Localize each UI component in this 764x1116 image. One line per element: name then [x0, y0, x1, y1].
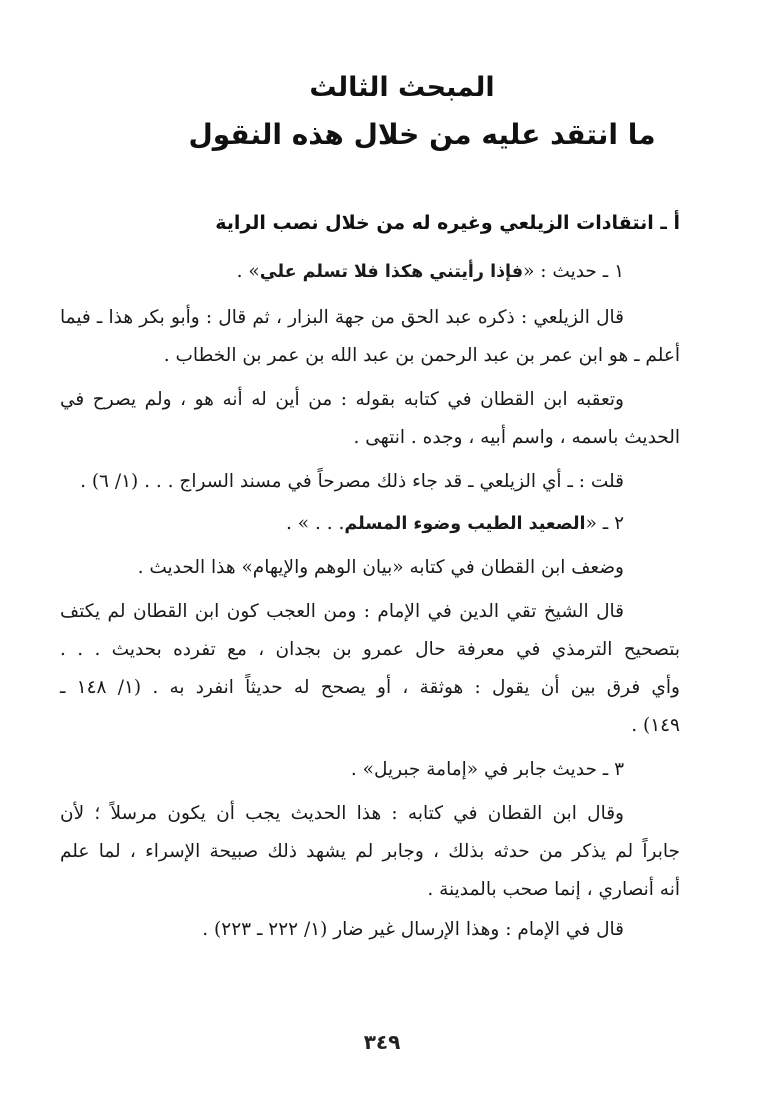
- paragraph-7-line-1: قال في الإمام : وهذا الإرسال غير ضار (١/ ٢٢٢ ـ ٢٢٣) .: [202, 919, 624, 940]
- paragraph-6-line-3: أنه أنصاري ، إنما صحب بالمدينة .: [427, 879, 680, 900]
- hadith-2-end: . . . » .: [285, 513, 345, 534]
- paragraph-2-line-1: وتعقبه ابن القطان في كتابه بقوله : من أين له أنه هو ، ولم يصرح في: [60, 389, 624, 410]
- paragraph-3-line-1: قلت : ـ أي الزيلعي ـ قد جاء ذلك مصرحاً في مسند السراج . . . (١/ ٦) .: [80, 471, 624, 492]
- hadith-1-title: فإذا رأيتني هكذا فلا تسلم علي: [259, 262, 524, 282]
- paragraph-4-line-1: وضعف ابن القطان في كتابه «بيان الوهم والإيهام» هذا الحديث .: [137, 557, 624, 578]
- hadith-2-line: [60, 508, 624, 540]
- chapter-title: المبحث الثالث: [309, 72, 495, 103]
- page-number: ٣٤٩: [363, 1030, 401, 1054]
- section-heading: أ ـ انتقادات الزيلعي وغيره له من خلال نصب الراية: [215, 212, 680, 234]
- hadith-2-title: الصعيد الطيب وضوء المسلم: [344, 514, 586, 534]
- paragraph-5-line-4: ١٤٩) .: [631, 715, 680, 736]
- paragraph-5-line-1: قال الشيخ تقي الدين في الإمام : ومن العجب كون ابن القطان لم يكتف: [60, 601, 624, 622]
- paragraph-2-line-2: الحديث باسمه ، واسم أبيه ، وجده . انتهى .: [353, 427, 680, 448]
- paragraph-6-line-1: وقال ابن القطان في كتابه : هذا الحديث يجب أن يكون مرسلاً ؛ لأن: [60, 803, 624, 824]
- hadith-1-label: ١ ـ حديث : «: [523, 261, 624, 282]
- paragraph-5-line-2: بتصحيح الترمذي في معرفة حال عمرو بن بجدان ، مع تفرده بحديث . . .: [60, 639, 680, 660]
- hadith-1-end: » .: [236, 261, 260, 282]
- paragraph-1-line-1: قال الزيلعي : ذكره عبد الحق من جهة البزار ، ثم قال : وأبو بكر هذا ـ فيما: [60, 307, 624, 328]
- chapter-subtitle: ما انتقد عليه من خلال هذه النقول: [188, 118, 656, 151]
- hadith-2-label: ٢ ـ «: [585, 513, 624, 534]
- paragraph-6-line-2: جابراً لم يذكر من حدثه بذلك ، وجابر لم يشهد ذلك صبيحة الإسراء ، لما علم: [60, 841, 680, 862]
- paragraph-1-line-2: أعلم ـ هو ابن عمر بن عبد الرحمن بن عبد الله بن عمر بن الخطاب .: [163, 345, 680, 366]
- hadith-1-line: [60, 256, 624, 288]
- hadith-3-line: ٣ ـ حديث جابر في «إمامة جبريل» .: [350, 759, 624, 780]
- paragraph-5-line-3: وأي فرق بين أن يقول : هوثقة ، أو يصحح له حديثاً انفرد به . (١/ ١٤٨ ـ: [60, 677, 680, 698]
